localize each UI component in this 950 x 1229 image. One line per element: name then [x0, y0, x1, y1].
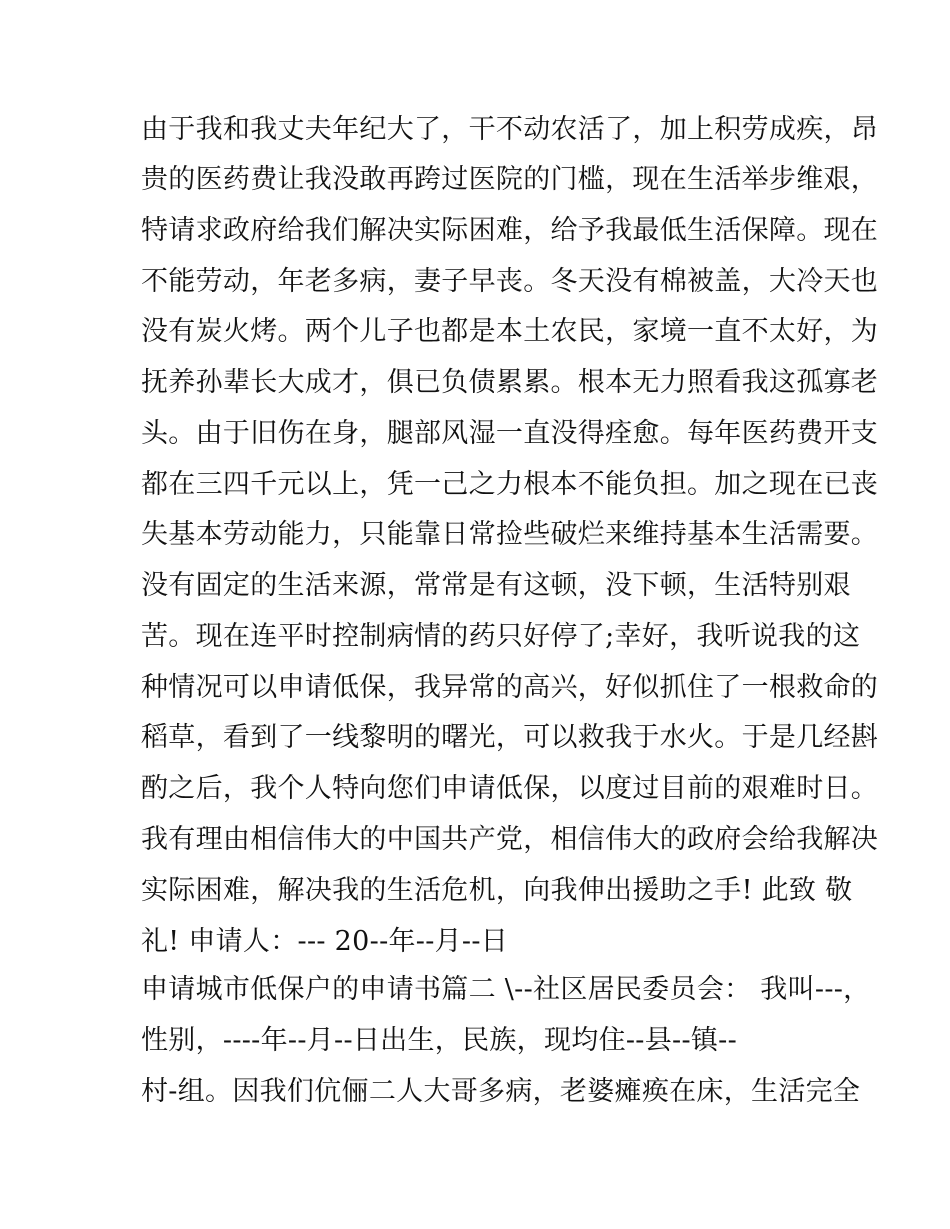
text-line: 头。由于旧伤在身，腿部风湿一直没得痊愈。每年医药费开支 [141, 418, 879, 449]
text-line: 没有固定的生活来源，常常是有这顿，没下顿，生活特别艰 [141, 570, 851, 601]
text-line: 贵的医药费让我没敢再跨过医院的门槛，现在生活举步维艰， [141, 164, 879, 195]
text-line: 苦。现在连平时控制病情的药只好停了;幸好，我听说我的这 [141, 621, 861, 652]
text-line: 酌之后，我个人特向您们申请低保，以度过目前的艰难时日。 [141, 773, 879, 804]
signature-line: 礼! 申请人：--- 20--年--月--日 [141, 926, 509, 957]
text-line: 实际困难，解决我的生活危机，向我伸出援助之手! 此致 敬 [141, 875, 853, 906]
text-line: 失基本劳动能力，只能靠日常捡些破烂来维持基本生活需要。 [141, 519, 879, 550]
text-line: 没有炭火烤。两个儿子也都是本土农民，家境一直不太好，为 [141, 316, 879, 347]
text-line: 不能劳动，年老多病，妻子早丧。冬天没有棉被盖，大冷天也 [141, 266, 879, 297]
text-line: 种情况可以申请低保，我异常的高兴，好似抓住了一根救命的 [141, 672, 879, 703]
text-line: 我有理由相信伟大的中国共产党，相信伟大的政府会给我解决 [141, 824, 879, 855]
text-line: 村-组。因我们伉俪二人大哥多病，老婆瘫痪在床，生活完全 [141, 1076, 861, 1107]
text-line: 特请求政府给我们解决实际困难，给予我最低生活保障。现在 [141, 215, 879, 246]
text-line: 抚养孙辈长大成才，俱已负债累累。根本无力照看我这孤寡老 [141, 367, 879, 398]
text-line: 由于我和我丈夫年纪大了，干不动农活了，加上积劳成疾，昂 [141, 114, 879, 145]
text-line: 稻草，看到了一线黎明的曙光，可以救我于水火。于是几经斟 [141, 722, 879, 753]
text-line: 性别，----年--月--日出生，民族，现均住--县--镇-- [141, 1025, 738, 1056]
text-line: 都在三四千元以上，凭一己之力根本不能负担。加之现在已丧 [141, 469, 879, 500]
section-heading-line: 申请城市低保户的申请书篇二 \--社区居民委员会： 我叫---， [141, 974, 871, 1005]
